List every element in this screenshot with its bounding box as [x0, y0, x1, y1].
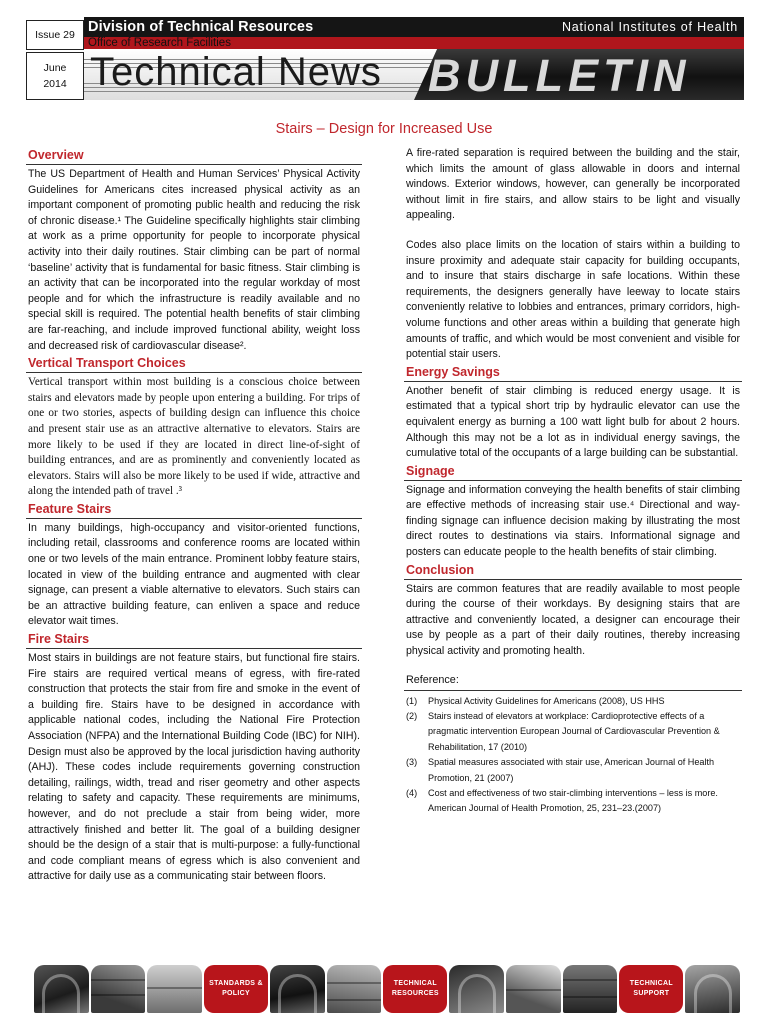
issue-date-box	[26, 52, 84, 100]
reference-item	[404, 709, 742, 755]
reference-text: Stairs instead of elevators at workplace: Cardioprotective effects of a pragmatic intervention European Journal of Cardiovascular Prevention & Rehabilitation, 17 (2010)	[428, 711, 720, 752]
reference-item	[404, 786, 742, 817]
issue-year: 2014	[43, 78, 67, 90]
reference-number: (3)	[406, 757, 418, 768]
reference-list	[404, 694, 742, 817]
building-photo	[34, 965, 89, 1013]
conclusion-heading: Conclusion	[404, 561, 742, 580]
fire-stairs-text: Most stairs in buildings are not feature stairs, but functional fire stairs. Fire stairs are required vertical means of egress, with fire-rated construction that protects the stair from fire and smoke in the event of a building fire. Stairs have to be designed in accordance with applicable national codes, including the National Fire Protection Association (NFPA) and the International Building Code (IBC) for NIH). Design must also be approved by the local jurisdiction having authority (AHJ). These codes include requirements governing construction detailing, railings, width, tread and riser geometry and other aspects relating to safety and capacity. These requirements are minimums, however, and do not preclude a stair from being wider, more attractively finished and better lit. The goal of a building designer should be the design of a stair that is multi-purpose: a fully-functional and code compliant means of egress which is also convenient and attractive for daily use as a communicating stair between floors.	[28, 652, 360, 883]
conclusion-text: Stairs are common features that are readily available to most people during the course of their workdays. By designing stairs that are attractive and conveniently located, a designer can encourage their use by people as a part of their daily routines, thereby increasing physical activity and promoting health.	[406, 582, 740, 658]
feature-stairs-heading: Feature Stairs	[26, 500, 362, 519]
fire-stairs-heading: Fire Stairs	[26, 630, 362, 649]
article-title: Stairs – Design for Increased Use	[275, 121, 493, 137]
reference-number: (2)	[406, 711, 418, 722]
overview-heading: Overview	[26, 146, 362, 165]
building-photo	[449, 965, 504, 1013]
publication-name: Technical News	[90, 50, 382, 94]
reference-text: Cost and effectiveness of two stair-climbing interventions – less is more. American Journal of Health Promotion, 25, 231–23.(2007)	[428, 788, 718, 814]
signage-text: Signage and information conveying the health benefits of stair climbing are effective methods of increasing stair use.⁴ Directional and way-finding signage can influence decision making by illustrating the most direct routes to destinations via stairs. Informational signage and posters can educate people to the health benefits of stair climbing.	[406, 483, 740, 559]
reference-text: Physical Activity Guidelines for Americans (2008), US HHS	[428, 695, 665, 706]
building-photo	[147, 965, 202, 1013]
masthead-banner	[84, 49, 744, 100]
building-photo	[506, 965, 561, 1013]
vertical-transport-heading: Vertical Transport Choices	[26, 354, 362, 373]
reference-item	[404, 694, 742, 709]
reference-label: Reference:	[404, 674, 742, 691]
issue-month: June	[43, 62, 67, 74]
bulletin-wordmark: BULLETIN	[428, 50, 691, 100]
energy-savings-text: Another benefit of stair climbing is reduced energy usage. It is estimated that a typical short trip by hydraulic elevator can use the equivalent energy as burning a 100 watt light bulb for about 2 hours. Although this may not be a lot as in individual energy savings, the cumulative total of the occupants of a large building can be substantial.	[406, 384, 740, 460]
reference-item	[404, 755, 742, 786]
building-photo	[563, 965, 618, 1013]
technical-resources-pill: TECHNICAL RESOURCES	[383, 965, 447, 1013]
building-photo	[270, 965, 325, 1013]
issue-number: Issue 29	[35, 29, 75, 41]
footer-strip	[34, 965, 740, 1013]
agency-name: National Institutes of Health	[561, 20, 738, 34]
building-photo	[327, 965, 382, 1013]
overview-text: The US Department of Health and Human Services’ Physical Activity Guidelines for Americans cites increased physical activity as an important component of promoting public health and reducing the risk of chronic disease.¹ The Guideline specifically highlights stair climbing at work as a prime opportunity for people to incorporate physical activity into their daily routines. Stair climbing can be part of normal ‘baseline’ activity that is fundamental for basic fitness. Stair climbing is an activity that can be incorporated into the regular workday of most people and for which the infrastructure is readily available and no special skill is required. The potential health benefits of stair climbing are far-reaching, and include improved functional ability, weight loss and decreased risk of cardiovascular disease².	[28, 168, 360, 352]
masthead-top-bar	[84, 17, 744, 37]
issue-number-box	[26, 20, 84, 50]
left-column	[26, 146, 362, 885]
right-column	[404, 146, 742, 817]
reference-number: (4)	[406, 788, 418, 799]
energy-savings-heading: Energy Savings	[404, 363, 742, 382]
office-name: Office of Research Facilities	[84, 37, 744, 49]
feature-stairs-text: In many buildings, high-occupancy and visitor-oriented functions, including retail, classrooms and conference rooms are located within one or two levels of the main entrance. Prominent lobby feature stairs, located in view of the building entrance and augmented with clear signage, can present a viable alternative to elevators. Such stairs can be an attractive building feature, can enliven a space and reduce elevator wait times.	[28, 521, 360, 628]
codes-location-text: Codes also place limits on the location of stairs within a building to insure proximity and adequate stair capacity for building occupants, and to insure that stairs discharge in safe locations. Within these requirements, the designers generally have leeway to locate stairs conveniently relative to lobbies and entrances, primary corridors, high-volume functions and other areas within a building that generate high amounts of traffic, and which would be most convenient and visible for potential stair users.	[406, 238, 740, 361]
standards-policy-pill: STANDARDS & POLICY	[204, 965, 268, 1013]
technical-support-pill: TECHNICAL SUPPORT	[619, 965, 683, 1013]
vertical-transport-text: Vertical transport within most building is a conscious choice between stairs and elevators made by people upon entering a building. For trips of one or two stories, aspects of building design can influence this choice and present stair use as an attractive alternative to elevators. Stairs are more likely to be used if they are located in direct line-of-sight of building entrances, and are as prominently and conveniently located as elevators. Stairs will also be more likely to be used if wide, attractive and along the intended path of travel .³	[28, 376, 360, 498]
fire-separation-text: A fire-rated separation is required between the building and the stair, which limits the amount of glass allowable in doors and internal windows. Exterior windows, however, can generally be incorporated without limit in fire stairs, and allow stairs to be light and visually appealing.	[406, 147, 740, 222]
division-name: Division of Technical Resources	[88, 19, 314, 35]
reference-number: (1)	[406, 695, 418, 706]
building-photo	[91, 965, 146, 1013]
reference-text: Spatial measures associated with stair use, American Journal of Health Promotion, 21 (2007)	[428, 757, 715, 783]
building-photo	[685, 965, 740, 1013]
signage-heading: Signage	[404, 462, 742, 481]
